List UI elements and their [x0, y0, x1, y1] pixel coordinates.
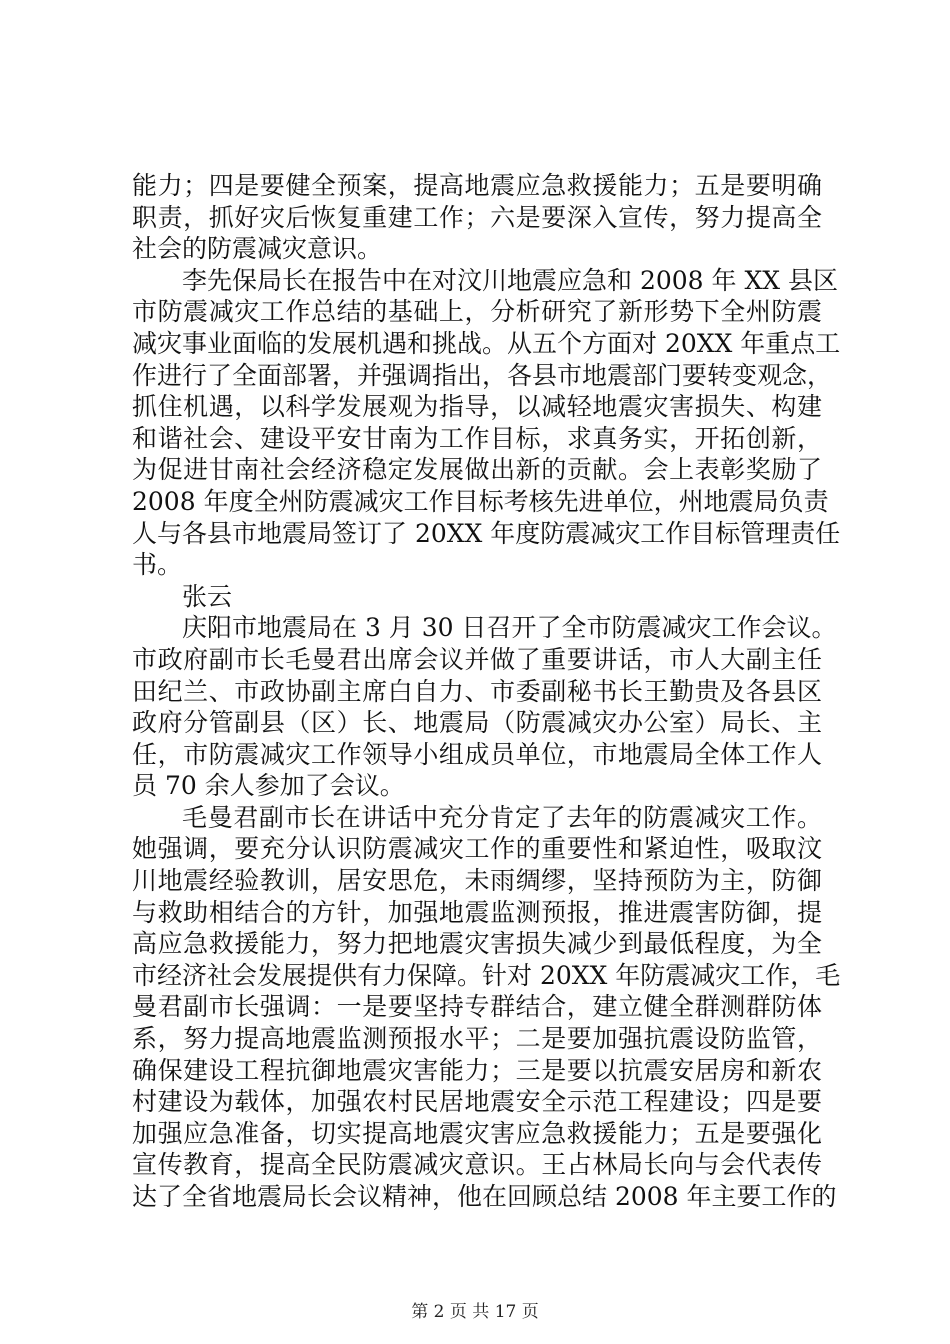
text-line: 抓住机遇，以科学发展观为指导，以减轻地震灾害损失、构建 — [132, 392, 822, 422]
text-line: 和谐社会、建设平安甘南为工作目标，求真务实，开拓创新， — [132, 423, 822, 453]
text-line: 高应急救援能力，努力把地震灾害损失减少到最低程度，为全 — [132, 929, 822, 959]
text-line: 市经济社会发展提供有力保障。针对 20XX 年防震减灾工作，毛 — [132, 960, 841, 990]
text-line: 社会的防震减灾意识。 — [132, 234, 383, 264]
text-line: 为促进甘南社会经济稳定发展做出新的贡献。会上表彰奖励了 — [132, 455, 822, 485]
text-line: 加强应急准备，切实提高地震灾害应急救援能力；五是要强化 — [132, 1118, 822, 1148]
text-line: 达了全省地震局长会议精神，他在回顾总结 2008 年主要工作的 — [132, 1182, 837, 1211]
text-line: 2008 年度全州防震减灾工作目标考核先进单位，州地震局负责 — [132, 486, 829, 516]
text-line: 她强调，要充分认识防震减灾工作的重要性和紧迫性，吸取汶 — [132, 834, 822, 864]
text-line: 系，努力提高地震监测预报水平；二是要加强抗震设防监管， — [132, 1024, 822, 1054]
text-line: 村建设为载体，加强农村民居地震安全示范工程建设；四是要 — [132, 1087, 822, 1117]
text-line: 职责，抓好灾后恢复重建工作；六是要深入宣传，努力提高全 — [132, 202, 822, 232]
document-body — [132, 170, 841, 1213]
text-line: 书。 — [132, 550, 183, 580]
text-line: 与救助相结合的方针，加强地震监测预报，推进震害防御，提 — [132, 897, 822, 927]
page-number-footer: 第 2 页 共 17 页 — [411, 1302, 539, 1322]
text-line: 人与各县市地震局签订了 20XX 年度防震减灾工作目标管理责任 — [132, 518, 841, 548]
text-line: 确保建设工程抗御地震灾害能力；三是要以抗震安居房和新农 — [132, 1055, 822, 1085]
text-line: 减灾事业面临的发展机遇和挑战。从五个方面对 20XX 年重点工 — [132, 328, 841, 358]
text-line: 田纪兰、市政协副主席白自力、市委副秘书长王勤贵及各县区 — [132, 676, 822, 706]
text-line: 作进行了全面部署，并强调指出，各县市地震部门要转变观念， — [132, 360, 833, 390]
paragraph-start-line: 毛曼君副市长在讲话中充分肯定了去年的防震减灾工作。 — [182, 802, 822, 832]
text-line: 市防震减灾工作总结的基础上，分析研究了新形势下全州防震 — [132, 297, 822, 327]
text-line: 川地震经验教训，居安思危，未雨绸缪，坚持预防为主，防御 — [132, 866, 822, 896]
text-line: 员 70 余人参加了会议。 — [132, 771, 405, 801]
paragraph-start-line: 庆阳市地震局在 3 月 30 日召开了全市防震减灾工作会议。 — [182, 613, 837, 643]
text-line: 能力；四是要健全预案，提高地震应急救援能力；五是要明确 — [132, 171, 822, 200]
text-line: 曼君副市长强调：一是要坚持专群结合，建立健全群测群防体 — [132, 992, 822, 1022]
text-line: 政府分管副县（区）长、地震局（防震减灾办公室）局长、主 — [132, 708, 822, 738]
author-name: 张云 — [182, 581, 233, 611]
text-line: 任，市防震减灾工作领导小组成员单位，市地震局全体工作人 — [132, 739, 822, 769]
text-line: 宣传教育，提高全民防震减灾意识。王占林局长向与会代表传 — [132, 1150, 822, 1180]
text-line: 市政府副市长毛曼君出席会议并做了重要讲话，市人大副主任 — [132, 644, 822, 674]
paragraph-start-line: 李先保局长在报告中在对汶川地震应急和 2008 年 XX 县区 — [182, 265, 839, 295]
